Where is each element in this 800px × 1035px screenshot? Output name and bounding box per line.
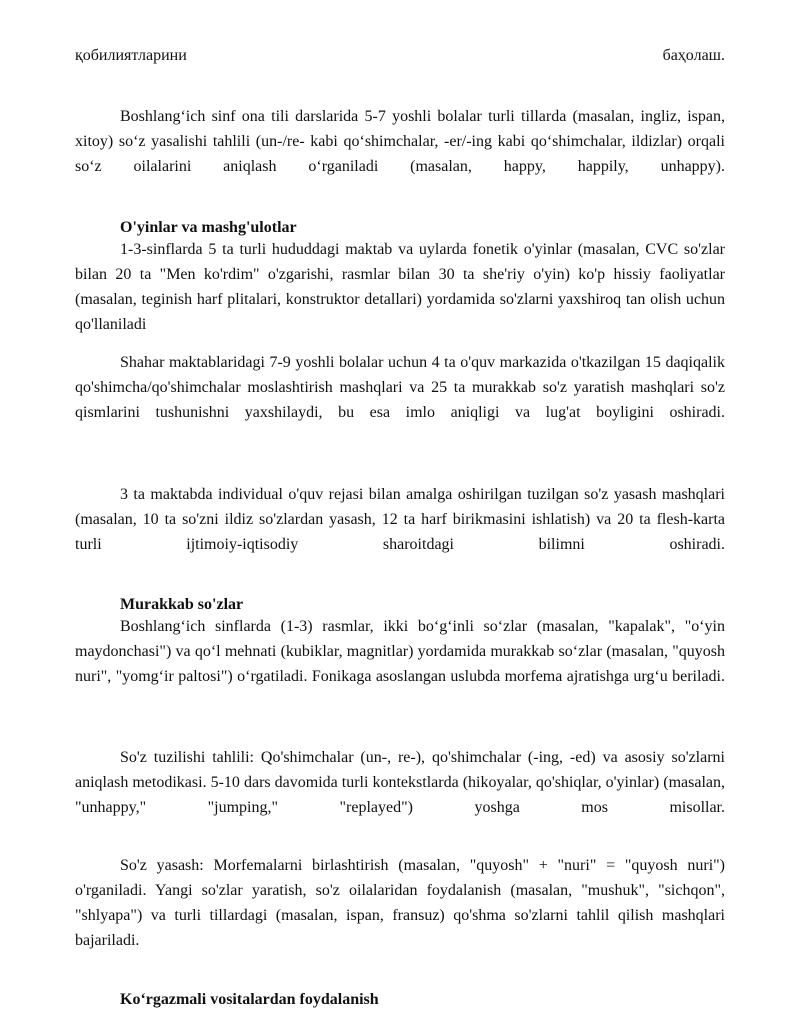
paragraph-word-formation-exercises-text: 3 ta maktabda individual o'quv rejasi bilan amalga oshirilgan tuzilgan so'z yasash mashqlari (masalan, 10 ta so'zni ildiz so'zlardan yasash, 12 ta harf birikmasini ishlatish) va 20 ta flesh-karta turli ijtimoiy-iqtisodiy sharoitdagi bilimni oshiradi. bbox=[75, 486, 725, 553]
paragraph-affix-exercises-text: Shahar maktablaridagi 7-9 yoshli bolalar uchun 4 ta o'quv markazida o'tkazilgan 15 daqiqalik qo'shimcha/qo'shimchalar moslashtirish mashqlari va 25 ta murakkab so'z yaratish mashqlari so'z qismlarini tushunishni yaxshilaydi, bu esa imlo aniqligi va lug'at boyligini oshiradi. bbox=[75, 354, 725, 421]
paragraph-word-structure-text: So'z tuzilishi tahlili: Qo'shimchalar (un-, re-), qo'shimchalar (-ing, -ed) va asosiy so'zlarni aniqlash metodikasi. 5-10 dars davomida turli kontekstlarda (hikoyalar, qo'shiqlar, o'yinlar) (masalan, "unhappy," "jumping," "replayed") yoshga mos misollar. bbox=[75, 749, 725, 816]
paragraph-affix-exercises bbox=[75, 350, 725, 425]
paragraph-word-building-text: So'z yasash: Morfemalarni birlashtirish (masalan, "quyosh" + "nuri" = "quyosh nuri") o'rganiladi. Yangi so'zlar yaratish, so'z oilalaridan foydalanish (masalan, "mushuk", "sichqon", "shlyapa") va turli tillardagi (masalan, ispan, fransuz) qo'shma so'zlarni tahlil qilish mashqlari bajariladi. bbox=[75, 857, 725, 949]
paragraph-compound-words bbox=[75, 614, 725, 689]
paragraph-word-building bbox=[75, 853, 725, 953]
section-heading-compound-words: Murakkab so'zlar bbox=[120, 596, 244, 613]
paragraph-word-formation-exercises bbox=[75, 482, 725, 557]
paragraph-games bbox=[75, 237, 725, 337]
section-heading-games: O'yinlar va mashg'ulotlar bbox=[120, 219, 297, 236]
paragraph-intro-text: Boshlangʻich sinf ona tili darslarida 5-7 yoshli bolalar turli tillarda (masalan, ingliz, ispan, xitoy) soʻz yasalishi tahlili (un-/re- kabi qoʻshimchalar, -er/-ing kabi qoʻshimchalar, ildizlar) orqali soʻz oilalarini aniqlash oʻrganiladi (masalan, happy, happily, unhappy). bbox=[75, 108, 725, 175]
paragraph-intro bbox=[75, 104, 725, 179]
header-left-text: қобилиятларини bbox=[75, 47, 187, 64]
paragraph-games-text: 1-3-sinflarda 5 ta turli hududdagi maktab va uylarda fonetik o'yinlar (masalan, CVC so'zlar bilan 20 ta "Men ko'rdim" o'zgarishi, rasmlar bilan 30 ta she'riy o'yin) ko'p hissiy faoliyatlar (masalan, teginish harf plitalari, konstruktor detallari) yordamida so'zlarni yaxshiroq tan olish uchun qo'llaniladi bbox=[75, 241, 725, 333]
paragraph-word-structure bbox=[75, 745, 725, 820]
section-heading-visual-aids: Koʻrgazmali vositalardan foydalanish bbox=[120, 991, 379, 1008]
header-right-text: баҳолаш. bbox=[662, 47, 725, 64]
paragraph-compound-words-text: Boshlangʻich sinflarda (1-3) rasmlar, ikki boʻgʻinli soʻzlar (masalan, "kapalak", "oʻyin maydonchasi") va qoʻl mehnati (kubiklar, magnitlar) yordamida murakkab soʻzlar (masalan, "quyosh nuri", "yomgʻir paltosi") oʻrgatiladi. Fonikaga asoslangan uslubda morfema ajratishga urgʻu beriladi. bbox=[75, 618, 725, 685]
